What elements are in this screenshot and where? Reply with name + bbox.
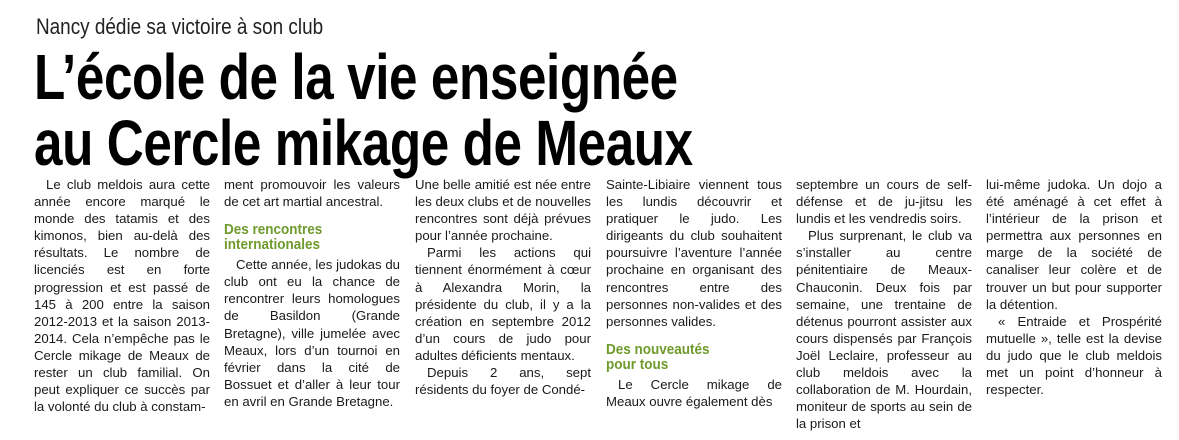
paragraph: Sainte-Libiaire viennent tous les lundis découvrir et pratiquer le judo. Les dirigeants du club souhaitent poursuivre l’aventure l’année prochaine en organisant des rencontres entre des personnes non-valides et des personnes valides. [606,177,782,329]
paragraph: ment promouvoir les valeurs de cet art martial ancestral. [224,177,400,210]
article-headline [34,41,693,179]
paragraph: Une belle amitié est née entre les deux clubs et de nouvelles rencontres sont déjà prévues pour l’année prochaine. [415,177,591,244]
subhead-line-1: Des rencontres [224,221,323,239]
subhead-line-2: pour tous [606,355,669,373]
headline-line-1: L’école de la vie enseignée [34,41,678,113]
paragraph: Parmi les actions qui tiennent énormément à cœur à Alexandra Morin, la présidente du club, il y a la création en septembre 2012 d’un cours de judo pour adultes déficients mentaux. [415,245,591,363]
article-body [0,176,1179,440]
article-kicker: Nancy dédie sa victoire à son club [36,14,324,39]
column-4 [606,176,782,410]
paragraph: Le club meldois aura cette année encore marqué le monde des tatamis et des kimonos, bien au-delà des résultats. Le nombre de licenciés est en forte progression et est passé de 145 à 200 entre la saison 2012-2013 et la saison 2013-2014. Cela n’empêche pas le Cercle mikage de Meaux de rester un club familial. On peut expliquer ce succès par la volonté du club à constam- [34,177,210,415]
column-2 [224,176,400,410]
paragraph: Cette année, les judokas du club ont eu la chance de rencontrer leurs homologues de Basildon (Grande Bretagne), ville jumelée avec Meaux, lors d’un tournoi en février dans la cité de Bossuet et d’aller à leur tour en avril en Grande Bretagne. [224,257,400,409]
paragraph: « Entraide et Prospérité mutuelle », telle est la devise du judo que le club meldois met un point d’honneur à respecter. [986,313,1162,398]
column-3 [415,176,591,398]
subhead-nouveautes [606,342,764,372]
subhead-line-1: Des nouveautés [606,340,710,358]
paragraph: Depuis 2 ans, sept résidents du foyer de Condé- [415,365,591,398]
subhead-rencontres [224,222,382,252]
paragraph: septembre un cours de self-défense et de ju-jitsu les lundis et les vendredis soirs. [796,177,972,227]
paragraph: lui-même judoka. Un dojo a été aménagé à cet effet à l’intérieur de la prison et permettra aux personnes en marge de la société de canaliser leur colère et de trouver un but pour supporter la détention. [986,177,1162,312]
paragraph: Plus surprenant, le club va s’installer au centre pénitentiaire de Meaux-Chauconin. Deux fois par semaine, une trentaine de détenus pourront assister aux cours dispensés par François Joël Leclaire, professeur au club meldois avec la collaboration de M. Hourdain, moniteur de sports au sein de la prison et [796,228,972,432]
column-1 [34,176,210,415]
column-5 [796,176,972,432]
paragraph: Le Cercle mikage de Meaux ouvre également dès [606,376,782,409]
column-6 [986,176,1162,398]
headline-line-2: au Cercle mikage de Meaux [34,107,693,179]
subhead-line-2: internationales [224,236,321,254]
